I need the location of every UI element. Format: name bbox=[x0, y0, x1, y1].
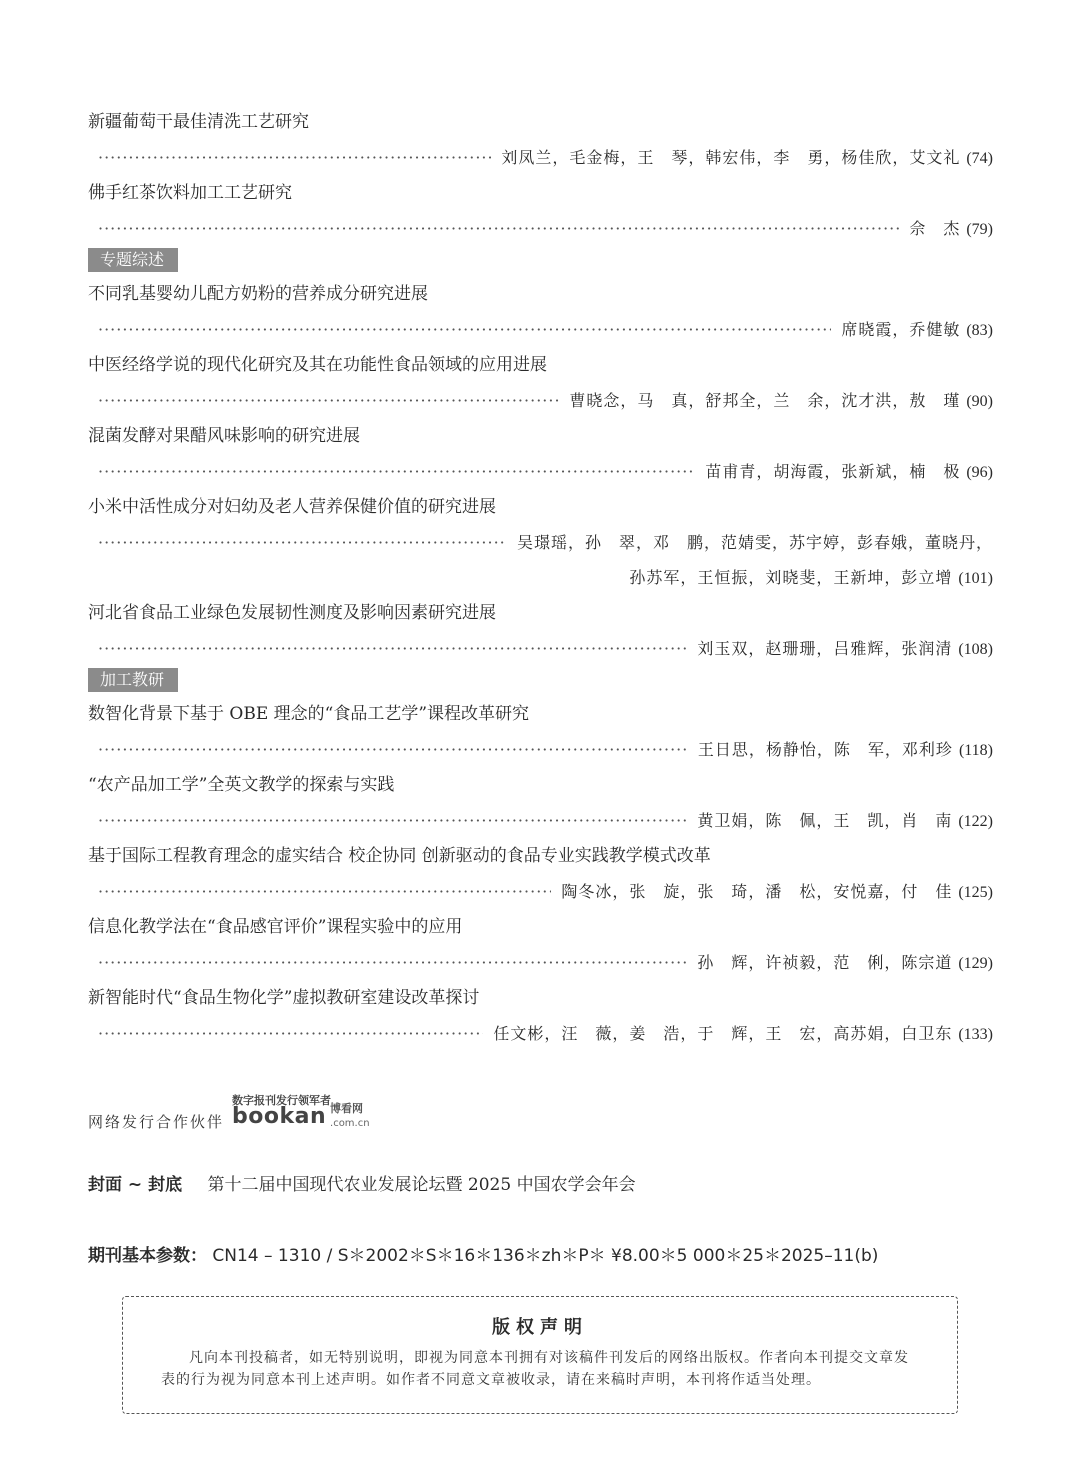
article-title[interactable]: 中医经络学说的现代化研究及其在功能性食品领域的应用进展 bbox=[88, 355, 547, 375]
dot-leader bbox=[98, 732, 688, 767]
dot-leader bbox=[98, 945, 687, 980]
partner-label: 网络发行合作伙伴 bbox=[88, 1113, 225, 1131]
author-line bbox=[88, 140, 993, 175]
page-number: (83) bbox=[966, 322, 993, 339]
author-line bbox=[88, 383, 993, 418]
logo-wordmark: bookan bbox=[232, 1104, 327, 1129]
params-label: 期刊基本参数： bbox=[88, 1246, 207, 1266]
article-authors: 曹晓念，马 真，舒邦全，兰 余，沈才洪，敖 瑾 bbox=[569, 391, 961, 410]
author-line bbox=[88, 525, 993, 560]
logo-cn-name: 博看网 bbox=[330, 1102, 364, 1115]
section-label: 加工教研 bbox=[88, 668, 178, 692]
cover-label: 封面 ~ 封底 bbox=[88, 1175, 183, 1195]
section-label: 专题综述 bbox=[88, 248, 178, 272]
dot-leader bbox=[98, 1016, 483, 1051]
toc-entry[interactable] bbox=[88, 980, 993, 1051]
page-number: (118) bbox=[958, 742, 993, 759]
params-value: CN14 – 1310 / S＊2002＊S＊16＊136＊zh＊P＊ ¥8.00＊5 000＊25＊2025–11(b) bbox=[212, 1246, 879, 1266]
author-line bbox=[88, 874, 993, 909]
dot-leader bbox=[98, 140, 491, 175]
dot-leader bbox=[98, 525, 507, 560]
dot-leader bbox=[98, 312, 831, 347]
author-line bbox=[88, 211, 993, 246]
page-number: (101) bbox=[958, 570, 993, 587]
copyright-body: 凡向本刊投稿者，如无特别说明，即视为同意本刊拥有对该稿件刊发后的网络出版权。作者向本刊提交文章发表的行为视为同意本刊上述声明。如作者不同意文章被收录，请在来稿时声明，本刊将作适当处理。 bbox=[161, 1350, 909, 1388]
author-line-continued bbox=[88, 560, 993, 595]
page-number: (133) bbox=[958, 1026, 993, 1043]
copyright-notice-box bbox=[122, 1296, 958, 1414]
toc-entry[interactable] bbox=[88, 347, 993, 418]
author-line bbox=[88, 631, 993, 666]
toc-entry[interactable] bbox=[88, 418, 993, 489]
page-number: (125) bbox=[958, 884, 993, 901]
article-authors: 孙 辉，许祯毅，范 俐，陈宗道 bbox=[697, 953, 953, 972]
logo-domain: .com.cn bbox=[330, 1118, 370, 1129]
article-title[interactable]: 小米中活性成分对妇幼及老人营养保健价值的研究进展 bbox=[88, 497, 496, 517]
page-number: (79) bbox=[966, 221, 993, 238]
dot-leader bbox=[98, 211, 899, 246]
cover-text: 第十二届中国现代农业发展论坛暨 2025 中国农学会年会 bbox=[207, 1175, 636, 1195]
page-number: (108) bbox=[958, 641, 993, 658]
author-line bbox=[88, 732, 993, 767]
toc-entry[interactable] bbox=[88, 104, 993, 175]
copyright-title: 版权声明 bbox=[492, 1317, 588, 1338]
toc-entry[interactable] bbox=[88, 696, 993, 767]
article-authors: 任文彬，汪 薇，姜 浩，于 辉，王 宏，高苏娟，白卫东 bbox=[493, 1024, 953, 1043]
article-authors: 佘 杰 bbox=[909, 219, 961, 238]
author-line bbox=[88, 312, 993, 347]
author-line bbox=[88, 803, 993, 838]
toc-entry[interactable] bbox=[88, 489, 993, 595]
toc-entry[interactable] bbox=[88, 595, 993, 666]
article-authors: 刘玉双，赵珊珊，吕雅辉，张润清 bbox=[697, 639, 953, 658]
page-number: (96) bbox=[966, 464, 993, 481]
article-authors: 王日思，杨静怡，陈 军，邓利珍 bbox=[697, 740, 953, 759]
article-authors: 黄卫娟，陈 佩，王 凯，肖 南 bbox=[697, 811, 953, 830]
article-title[interactable]: 河北省食品工业绿色发展韧性测度及影响因素研究进展 bbox=[88, 603, 496, 623]
article-title[interactable]: 数智化背景下基于 OBE 理念的“食品工艺学”课程改革研究 bbox=[88, 704, 530, 724]
article-authors: 刘凤兰，毛金梅，王 琴，韩宏伟，李 勇，杨佳欣，艾文礼 bbox=[501, 148, 961, 167]
author-line bbox=[88, 1016, 993, 1051]
cover-note bbox=[88, 1170, 636, 1195]
dot-leader bbox=[98, 454, 695, 489]
toc-entry[interactable] bbox=[88, 276, 993, 347]
dot-leader bbox=[98, 383, 559, 418]
dot-leader bbox=[98, 803, 687, 838]
article-authors: 苗甫青，胡海霞，张新斌，楠 极 bbox=[705, 462, 961, 481]
toc-entry[interactable] bbox=[88, 838, 993, 909]
logo-tagline: 数字报刊发行领军者 bbox=[232, 1094, 332, 1107]
article-title[interactable]: 信息化教学法在“食品感官评价”课程实验中的应用 bbox=[88, 917, 463, 937]
page-number: (90) bbox=[966, 393, 993, 410]
article-title[interactable]: 佛手红茶饮料加工工艺研究 bbox=[88, 183, 292, 203]
toc-entry[interactable] bbox=[88, 909, 993, 980]
article-authors: 吴璟瑶，孙 翠，邓 鹏，范婧雯，苏宇婷，彭春娥，董晓丹， bbox=[516, 533, 993, 552]
dot-leader bbox=[98, 631, 687, 666]
article-authors: 陶冬冰，张 旋，张 琦，潘 松，安悦嘉，付 佳 bbox=[561, 882, 953, 901]
article-title[interactable]: 新疆葡萄干最佳清洗工艺研究 bbox=[88, 112, 309, 132]
distribution-partner bbox=[88, 1092, 382, 1132]
article-title[interactable]: 混菌发酵对果醋风味影响的研究进展 bbox=[88, 426, 360, 446]
page-number: (74) bbox=[966, 150, 993, 167]
article-title[interactable]: 新智能时代“食品生物化学”虚拟教研室建设改革探讨 bbox=[88, 988, 480, 1008]
table-of-contents bbox=[88, 104, 993, 1051]
bookan-logo[interactable] bbox=[232, 1092, 382, 1132]
author-line bbox=[88, 454, 993, 489]
author-line bbox=[88, 945, 993, 980]
journal-parameters bbox=[88, 1241, 878, 1266]
article-authors-continued: 孙苏军，王恒振，刘晓斐，王新坤，彭立增 bbox=[629, 568, 953, 587]
toc-entry[interactable] bbox=[88, 175, 993, 246]
article-title[interactable]: “农产品加工学”全英文教学的探索与实践 bbox=[88, 775, 395, 795]
dot-leader bbox=[98, 874, 551, 909]
article-title[interactable]: 不同乳基婴幼儿配方奶粉的营养成分研究进展 bbox=[88, 284, 428, 304]
article-authors: 席晓霞，乔健敏 bbox=[841, 320, 961, 339]
page-number: (129) bbox=[958, 955, 993, 972]
article-title[interactable]: 基于国际工程教育理念的虚实结合 校企协同 创新驱动的食品专业实践教学模式改革 bbox=[88, 846, 711, 866]
page-number: (122) bbox=[958, 813, 993, 830]
toc-entry[interactable] bbox=[88, 767, 993, 838]
